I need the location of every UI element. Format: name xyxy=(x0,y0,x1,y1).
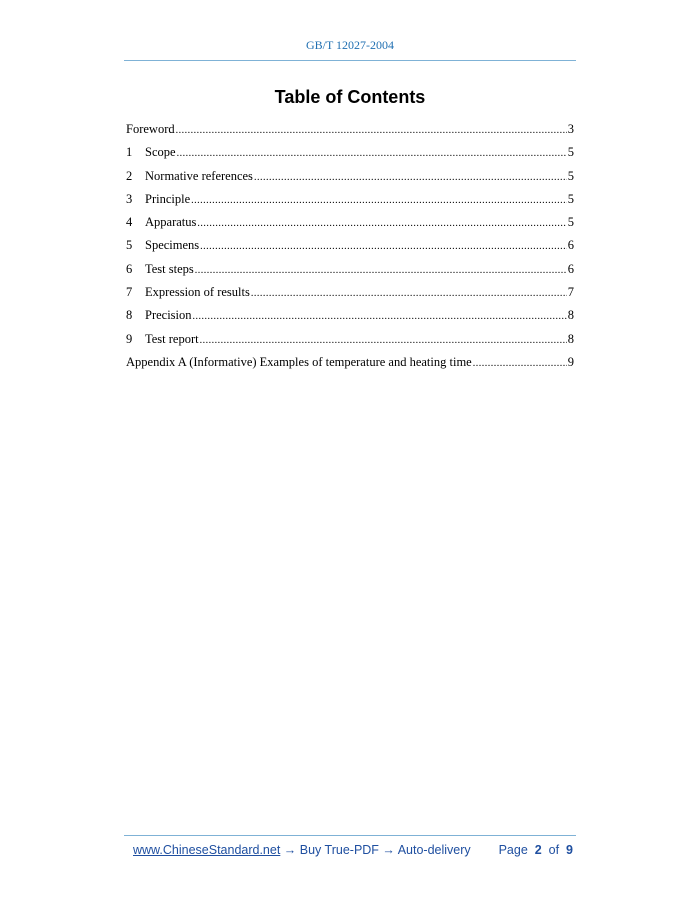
toc-entry-test-steps[interactable] xyxy=(126,260,574,283)
toc-entry-page: 3 xyxy=(567,122,574,136)
toc-entry-number: 2 xyxy=(126,168,133,183)
toc-dot-leader xyxy=(177,145,567,163)
toc-entry-title: Test steps xyxy=(145,261,194,276)
toc-entry-page: 7 xyxy=(567,285,574,300)
toc-entry-page: 5 xyxy=(567,191,574,206)
footer-divider xyxy=(124,835,576,836)
toc-entry-page: 8 xyxy=(567,331,574,346)
toc-dot-leader xyxy=(197,215,566,233)
toc-dot-leader xyxy=(254,169,567,187)
toc-entry-title: Test report xyxy=(145,331,199,346)
toc-entry-number: 7 xyxy=(126,285,133,300)
toc-entry-page: 8 xyxy=(567,308,574,323)
toc-entry-page: 9 xyxy=(567,354,574,369)
toc-entry-principle[interactable] xyxy=(126,190,574,213)
toc-entry-number: 1 xyxy=(126,145,133,160)
toc-entry-normative-references[interactable] xyxy=(126,167,574,190)
toc-entry-page: 5 xyxy=(567,145,574,160)
toc-dot-leader xyxy=(195,262,567,280)
toc-dot-leader xyxy=(200,332,567,350)
toc-entry-apparatus[interactable] xyxy=(126,213,574,236)
footer-promo-text: → Buy True-PDF → Auto-delivery xyxy=(280,843,471,857)
toc-entry-title: Normative references xyxy=(145,168,253,183)
toc-entry-title: Appendix A (Informative) Examples of temperature and heating time xyxy=(126,354,472,369)
toc-entry-page: 5 xyxy=(567,215,574,230)
footer-promo-link[interactable] xyxy=(133,843,471,857)
toc-entry-title: Scope xyxy=(145,145,176,160)
toc-entry-title: Specimens xyxy=(145,238,200,253)
toc-entry-title: Foreword xyxy=(126,122,175,136)
page-of-label: of xyxy=(548,843,560,857)
toc-dot-leader xyxy=(193,308,567,326)
toc-entry-page: 6 xyxy=(567,238,574,253)
toc-entry-appendix-a[interactable] xyxy=(126,353,574,376)
page-label: Page xyxy=(498,843,528,857)
toc-entry-number: 4 xyxy=(126,215,133,230)
toc-entry-scope[interactable] xyxy=(126,143,574,166)
page-footer xyxy=(133,843,573,857)
table-of-contents xyxy=(126,120,574,376)
toc-entry-number: 3 xyxy=(126,191,133,206)
toc-entry-number: 8 xyxy=(126,308,133,323)
total-page-count: 9 xyxy=(566,843,573,857)
toc-dot-leader xyxy=(176,122,567,140)
toc-entry-foreword[interactable] xyxy=(126,120,574,143)
toc-entry-number: 6 xyxy=(126,261,133,276)
toc-entry-title: Apparatus xyxy=(145,215,197,230)
header-divider xyxy=(124,60,576,61)
toc-heading: Table of Contents xyxy=(274,87,426,107)
toc-entry-page: 6 xyxy=(567,261,574,276)
running-header: GB/T 12027-2004 xyxy=(305,38,395,52)
toc-dot-leader xyxy=(473,355,567,373)
toc-entry-test-report[interactable] xyxy=(126,330,574,353)
toc-entry-title: Precision xyxy=(145,308,192,323)
page-indicator xyxy=(499,843,573,857)
toc-entry-page: 5 xyxy=(567,168,574,183)
toc-dot-leader xyxy=(191,192,567,210)
toc-entry-title: Expression of results xyxy=(145,285,250,300)
toc-entry-expression-of-results[interactable] xyxy=(126,283,574,306)
toc-entry-title: Principle xyxy=(145,191,191,206)
current-page-number: 2 xyxy=(534,843,542,857)
toc-entry-number: 5 xyxy=(126,238,133,253)
toc-entry-precision[interactable] xyxy=(126,306,574,329)
toc-entry-number: 9 xyxy=(126,331,133,346)
footer-site-link[interactable]: www.ChineseStandard.net xyxy=(133,843,281,857)
toc-dot-leader xyxy=(200,238,567,256)
toc-dot-leader xyxy=(251,285,567,303)
toc-entry-specimens[interactable] xyxy=(126,236,574,259)
